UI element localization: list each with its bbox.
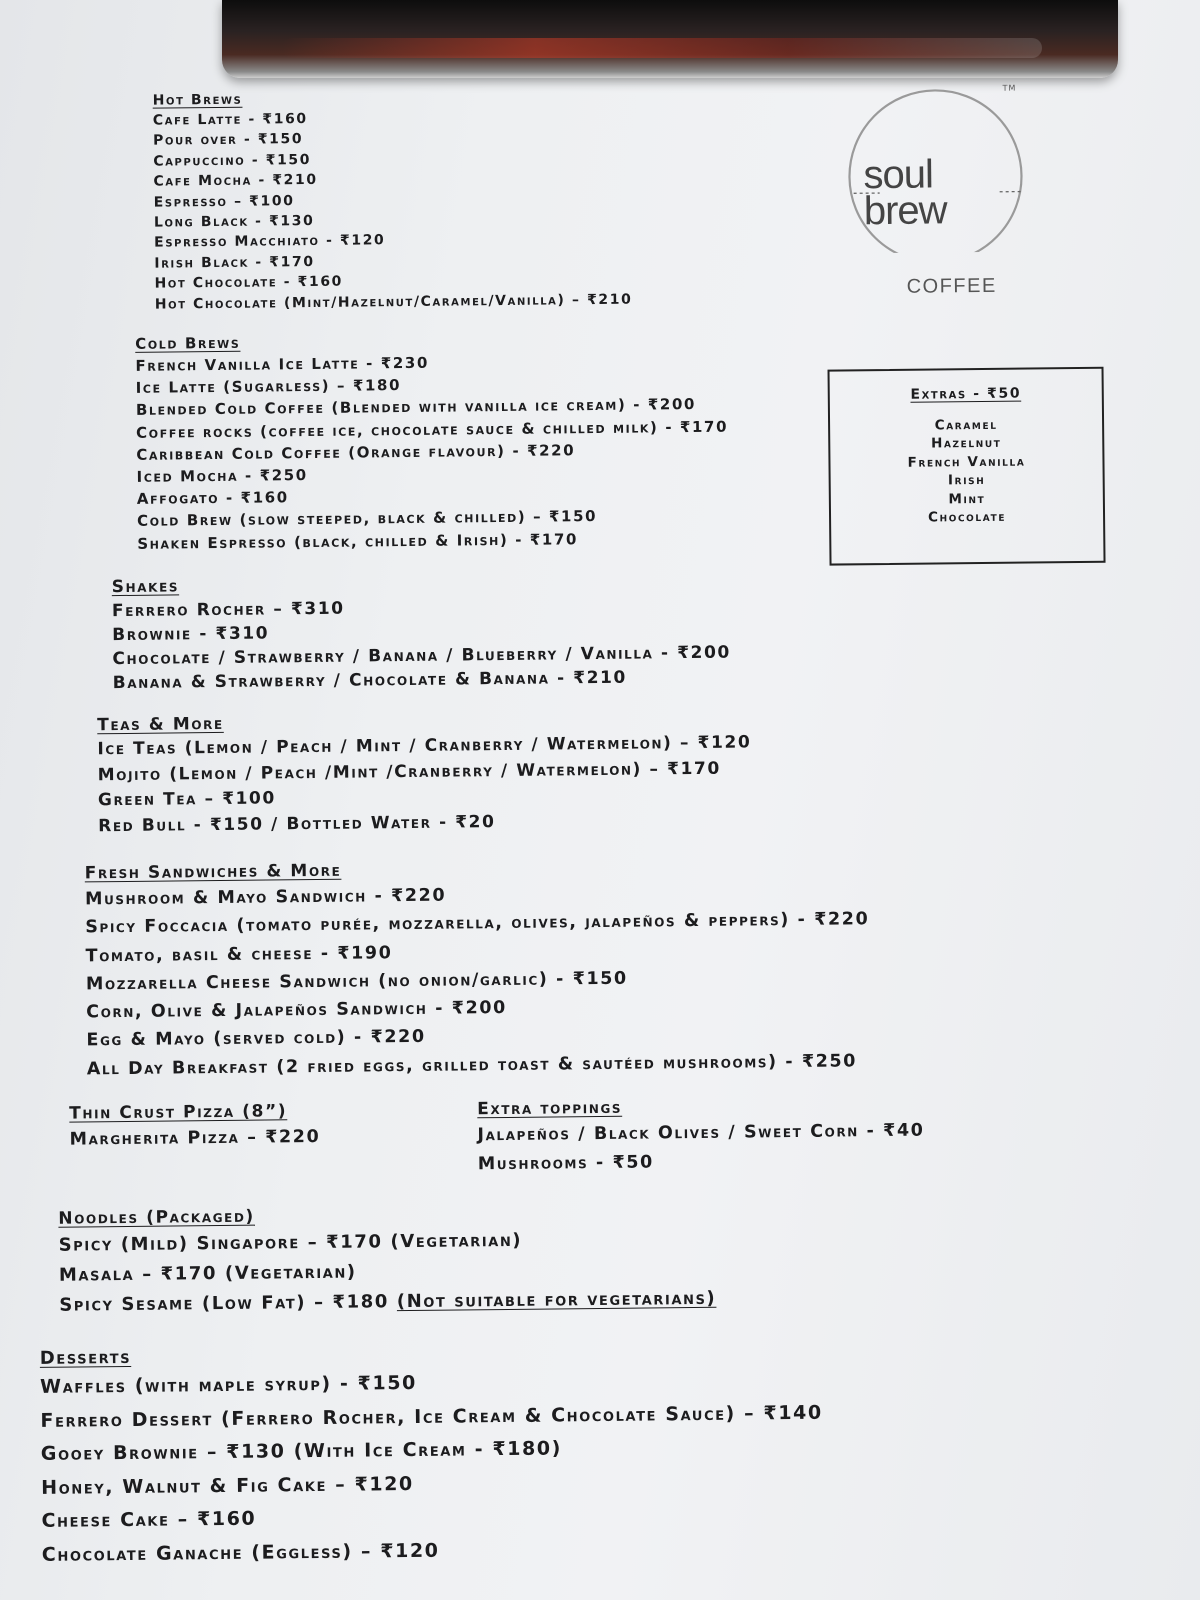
extras-heading: Extras - ₹50 — [910, 385, 1022, 403]
toppings-section — [477, 1095, 925, 1180]
noodles-last-item: Spicy Sesame (Low Fat) – ₹180 — [59, 1291, 390, 1316]
list-item: Banana & Strawberry / Chocolate & Banana - ₹210 — [112, 667, 628, 694]
section-heading: Noodles (Packaged) — [58, 1206, 255, 1229]
list-item: Caramel — [934, 416, 998, 434]
list-item: Red Bull - ₹150 / Bottled Water - ₹20 — [98, 811, 496, 836]
list-item: Pour over - ₹150 — [152, 131, 304, 150]
list-item: Shaken Espresso (black, chilled & Irish) - ₹170 — [137, 529, 579, 553]
list-item: French Vanilla — [907, 453, 1026, 471]
noodles-section — [58, 1202, 716, 1321]
noodles-warning-note: (Not suitable for vegetarians) — [396, 1287, 717, 1313]
list-item: Margherita Pizza – ₹220 — [69, 1126, 321, 1150]
list-item: Brownie - ₹310 — [112, 623, 270, 646]
list-item: Gooey Brownie – ₹130 (With Ice Cream - ₹180) — [40, 1437, 563, 1466]
list-item: Corn, Olive & Jalapeños Sandwich - ₹200 — [86, 998, 507, 1023]
list-item: Ferrero Rocher – ₹310 — [111, 598, 345, 622]
extras-list — [830, 415, 1103, 528]
list-item: Cappuccino - ₹150 — [153, 151, 312, 170]
desserts-list — [40, 1363, 824, 1573]
list-item: Spicy Foccacia (tomato purée, mozzarella, olives, jalapeños & peppers) - ₹220 — [85, 909, 870, 938]
list-item: Mint — [948, 490, 986, 507]
teas-list — [97, 730, 752, 839]
list-item: Iced Mocha - ₹250 — [136, 466, 308, 486]
hot-brews-list — [153, 106, 633, 315]
list-item: Green Tea – ₹100 — [97, 788, 276, 811]
section-heading: Thin Crust Pizza (8”) — [69, 1101, 288, 1124]
list-item: Caribbean Cold Coffee (Orange flavour) - ₹220 — [136, 441, 576, 464]
list-item: Blended Cold Coffee (Blended with vanilla ice cream) - ₹200 — [135, 395, 697, 420]
list-item: Affogato - ₹160 — [136, 488, 289, 509]
list-item: Cafe Mocha - ₹210 — [153, 172, 318, 190]
cold-brews-list — [135, 349, 729, 555]
list-item: Mushrooms - ₹50 — [477, 1152, 654, 1175]
list-item: French Vanilla Ice Latte - ₹230 — [135, 353, 430, 375]
list-item: Spicy (Mild) Singapore – ₹170 (Vegetarian) — [58, 1229, 523, 1256]
list-item: Espresso – ₹100 — [153, 192, 295, 211]
list-item: All Day Breakfast (2 fried eggs, grilled toast & sautéed mushrooms) - ₹250 — [86, 1051, 858, 1080]
logo-word-brew: brew — [863, 188, 947, 234]
list-item: Ferrero Dessert (Ferrero Rocher, Ice Cream & Chocolate Sauce) – ₹140 — [40, 1401, 823, 1432]
shakes-section — [112, 571, 732, 695]
list-item: Hot Chocolate (Mint/Hazelnut/Caramel/Vanilla) – ₹210 — [154, 291, 633, 313]
list-item: Coffee rocks (coffee ice, chocolate sauce & chilled milk) - ₹170 — [136, 417, 729, 442]
desserts-section — [40, 1340, 825, 1573]
logo-word-soul: soul — [863, 152, 934, 198]
list-item: Chocolate / Strawberry / Banana / Blueberry / Vanilla - ₹200 — [112, 642, 732, 670]
noodles-list — [58, 1224, 716, 1291]
list-item: Chocolate — [927, 508, 1007, 526]
list-item: Cafe Latte - ₹160 — [152, 111, 308, 129]
list-item: Egg & Mayo (served cold) - ₹220 — [86, 1027, 426, 1051]
logo-tagline: COFFEE — [906, 274, 997, 298]
list-item: Waffles (with maple syrup) - ₹150 — [39, 1371, 418, 1398]
trademark-mark: TM — [1002, 83, 1017, 93]
section-heading: Hot Brews — [152, 91, 243, 109]
section-heading: Desserts — [39, 1346, 132, 1369]
list-item: Honey, Walnut & Fig Cake – ₹120 — [41, 1472, 414, 1499]
pizza-list — [69, 1123, 320, 1155]
extras-box — [828, 367, 1106, 566]
shakes-list — [112, 593, 731, 695]
list-item: Jalapeños / Black Olives / Sweet Corn - ₹40 — [477, 1120, 925, 1146]
list-item: Masala – ₹170 (Vegetarian) — [58, 1261, 357, 1286]
list-item: Hot Chocolate - ₹160 — [154, 273, 344, 292]
section-heading: Shakes — [111, 576, 180, 598]
list-item: Mozzarella Cheese Sandwich (no onion/garlic) - ₹150 — [85, 968, 628, 995]
teas-section — [97, 708, 752, 839]
list-item: Irish Black - ₹170 — [154, 253, 315, 272]
list-item: Espresso Macchiato - ₹120 — [154, 232, 386, 252]
sandwiches-list — [85, 877, 871, 1083]
list-item: Ice Latte (Sugarless) – ₹180 — [135, 376, 402, 398]
cold-brews-section — [135, 329, 729, 555]
sandwiches-section — [85, 855, 871, 1083]
list-item — [59, 1284, 716, 1321]
section-heading: Cold Brews — [135, 333, 241, 353]
list-item: Ice Teas (Lemon / Peach / Mint / Cranberry / Watermelon) – ₹120 — [97, 732, 752, 760]
list-item: Chocolate Ganache (Eggless) – ₹120 — [41, 1539, 440, 1566]
list-item: Tomato, basil & cheese - ₹190 — [85, 942, 393, 966]
section-heading: Fresh Sandwiches & More — [84, 860, 342, 884]
list-item: Irish — [947, 472, 986, 489]
hot-brews-section — [153, 88, 633, 315]
section-heading: Extra toppings — [477, 1097, 623, 1120]
list-item: Hazelnut — [930, 435, 1002, 452]
list-item: Long Black - ₹130 — [153, 212, 315, 231]
list-item: Mushroom & Mayo Sandwich - ₹220 — [84, 885, 447, 910]
list-item: Cheese Cake – ₹160 — [41, 1508, 257, 1533]
pizza-section — [69, 1101, 320, 1155]
list-item: Mojito (Lemon / Peach /Mint /Cranberry / Watermelon) – ₹170 — [97, 758, 721, 785]
list-item: Cold Brew (slow steeped, black & chilled) – ₹150 — [136, 507, 598, 531]
toppings-list — [477, 1117, 925, 1180]
section-heading: Teas & More — [97, 713, 224, 736]
